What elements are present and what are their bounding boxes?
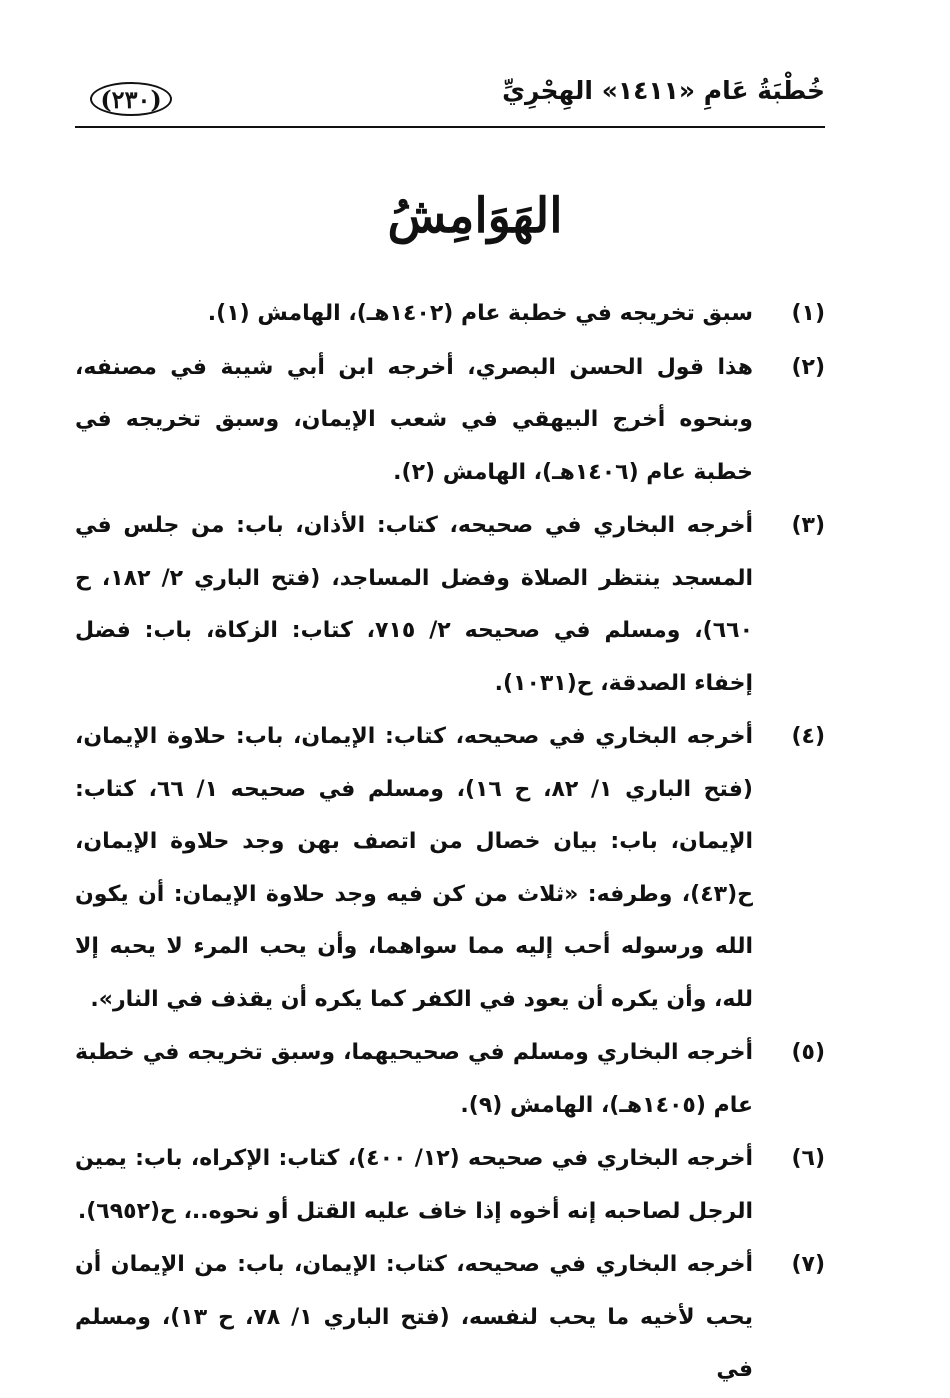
footnote bbox=[75, 1239, 825, 1397]
running-title: خُطْبَةُ عَامِ «١٤١١» الهِجْرِيِّ bbox=[502, 76, 825, 105]
header-divider bbox=[75, 126, 825, 128]
footnote-number: (٥) bbox=[791, 1040, 825, 1065]
footnote-text: أخرجه البخاري في صحيحه (١٢/ ٤٠٠)، كتاب: الإكراه، باب: يمين الرجل لصاحبه إنه أخوه إذا خاف عليه القتل أو نحوه..، ح(٦٩٥٢). bbox=[75, 1146, 753, 1224]
section-title: الهَوَامِشُ bbox=[387, 188, 563, 244]
footnote bbox=[75, 500, 825, 710]
footnote-number: (٣) bbox=[791, 513, 825, 538]
footnote-text: أخرجه البخاري في صحيحه، كتاب: الأذان، باب: من جلس في المسجد ينتظر الصلاة وفضل المساجد، (فتح الباري ٢/ ١٨٢، ح ٦٦٠)، ومسلم في صحيحه ٢/ ٧١٥، كتاب: الزكاة، باب: فضل إخفاء الصدقة، ح(١٠٣١). bbox=[75, 513, 754, 696]
footnote bbox=[75, 1133, 825, 1238]
footnote-text: أخرجه البخاري ومسلم في صحيحيهما، وسبق تخريجه في خطبة عام (١٤٠٥هـ)، الهامش (٩). bbox=[75, 1040, 753, 1118]
page-number: (٢٣٠) bbox=[90, 82, 172, 116]
footnote-text: سبق تخريجه في خطبة عام (١٤٠٢هـ)، الهامش (١). bbox=[207, 301, 753, 326]
page-header bbox=[75, 70, 825, 128]
footnote-number: (٤) bbox=[791, 724, 825, 749]
footnote bbox=[75, 1027, 825, 1132]
footnote-number: (١) bbox=[791, 301, 825, 326]
footnote bbox=[75, 342, 825, 500]
footnote-text: هذا قول الحسن البصري، أخرجه ابن أبي شيبة في مصنفه، وبنحوه أخرج البيهقي في شعب الإيمان، وسبق تخريجه في خطبة عام (١٤٠٦هـ)، الهامش (٢). bbox=[75, 354, 753, 485]
footnote-text bbox=[75, 711, 753, 1026]
hadith-quote: «ثلاث من كن فيه وجد حلاوة الإيمان: أن يكون الله ورسوله أحب إليه مما سواهما، وأن يحب المرء لا يحبه إلا لله، وأن يكره أن يعود في الكفر كما يكره أن يقذف في النار». bbox=[75, 881, 753, 1012]
footnote bbox=[75, 288, 825, 341]
footnote bbox=[75, 711, 825, 1026]
footnote-number: (٦) bbox=[791, 1146, 825, 1171]
footnote-number: (٢) bbox=[791, 354, 825, 380]
footnote-number: (٧) bbox=[791, 1252, 825, 1277]
footnotes-list bbox=[75, 288, 825, 1398]
footnote-text: أخرجه البخاري في صحيحه، كتاب: الإيمان، باب: من الإيمان أن يحب لأخيه ما يحب لنفسه، (فتح الباري ١/ ٧٨، ح ١٣)، ومسلم في bbox=[75, 1252, 753, 1382]
footnote-citation: أخرجه البخاري في صحيحه، كتاب: الإيمان، باب: حلاوة الإيمان، (فتح الباري ١/ ٨٢، ح ١٦)، ومسلم في صحيحه ١/ ٦٦، كتاب: الإيمان، باب: بيان خصال من اتصف بهن وجد حلاوة الإيمان، ح(٤٣)، وطرفه: bbox=[75, 724, 753, 907]
